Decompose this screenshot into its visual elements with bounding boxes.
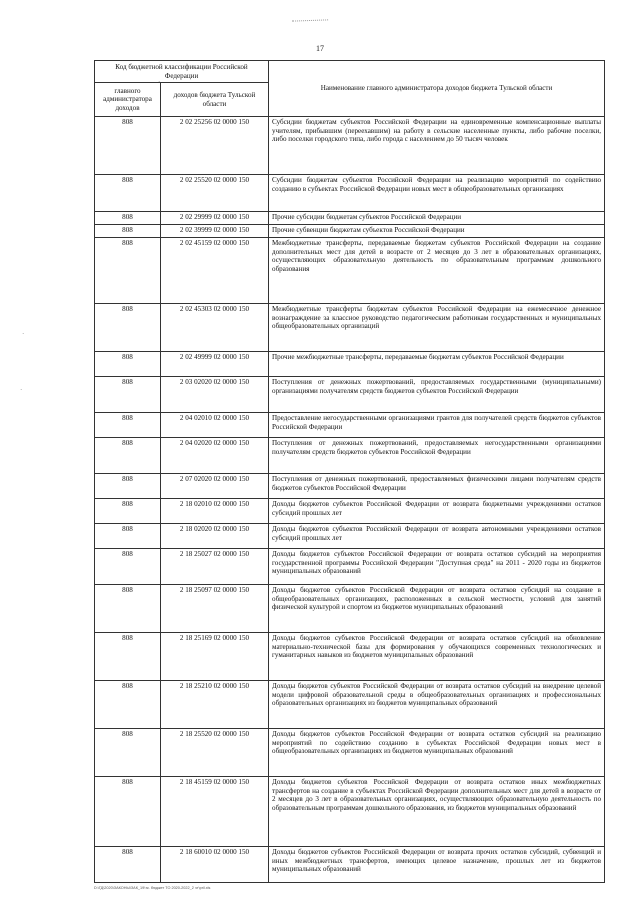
revenue-name-cell: Прочие субсидии бюджетам субъектов Российской Федерации [269,212,605,225]
revenue-code-cell: 2 02 39999 02 0000 150 [161,225,269,238]
table-row [95,413,605,438]
table-row [95,633,605,681]
stray-dot: · [22,330,25,338]
table-row [95,212,605,225]
classification-code-header: Код бюджетной классификации Российской Федерации [95,61,269,83]
table-row [95,175,605,212]
revenue-code-cell: 2 02 25520 02 0000 150 [161,175,269,212]
revenue-code-cell: 2 04 02020 02 0000 150 [161,438,269,474]
revenue-code-cell: 2 18 60010 02 0000 150 [161,847,269,883]
table-row [95,729,605,777]
revenue-code-cell: 2 02 45159 02 0000 150 [161,238,269,304]
revenue-name-cell: Доходы бюджетов субъектов Российской Федерации от возврата прочих остатков субсидий, субвенций и иных межбюджетных трансфертов, имеющих целевое назначение, прошлых лет из бюджетов муниципальных образований [269,847,605,883]
revenue-code-cell: 2 04 02010 02 0000 150 [161,413,269,438]
revenue-code-cell: 2 18 25169 02 0000 150 [161,633,269,681]
file-path-footer: D:\ГД\2020\ЗАКОНЫ\ЗАК_19\тк. бюджет ТО 2020-2022_2 чт\pril.xls [94,886,211,890]
revenue-code-header: доходов бюджета Тульской области [161,83,269,117]
table-row [95,117,605,175]
table-row [95,499,605,524]
revenue-name-cell: Доходы бюджетов субъектов Российской Федерации от возврата остатков субсидий на мероприятия государственной программы Российской Федерации "Доступная среда" на 2011 - 2020 годы из бюджетов муниципальных образований [269,549,605,585]
table-row [95,524,605,549]
admin-code-cell: 808 [95,175,161,212]
table-row [95,847,605,883]
revenue-name-cell: Доходы бюджетов субъектов Российской Федерации от возврата остатков субсидий на обновление материально-технической базы для формирования у обучающихся современных технологических и гуманитарных навыков из бюджетов муниципальных образований [269,633,605,681]
revenue-name-cell: Доходы бюджетов субъектов Российской Федерации от возврата остатков субсидий на создание в общеобразовательных организациях, расположенных в сельской местности, условий для занятий физической культурой и спортом из бюджетов муниципальных образований [269,585,605,633]
stray-dot: · [20,386,23,394]
table-row [95,225,605,238]
admin-name-header: Наименование главного администратора доходов бюджета Тульской области [269,61,605,117]
revenue-code-cell: 2 18 25210 02 0000 150 [161,681,269,729]
chief-admin-header: главного администратора доходов [95,83,161,117]
table-row [95,304,605,352]
revenue-code-cell: 2 18 45159 02 0000 150 [161,777,269,847]
revenue-code-cell: 2 07 02020 02 0000 150 [161,474,269,499]
scan-artifact-mark [292,13,328,21]
revenue-name-cell: Субсидии бюджетам субъектов Российской Федерации на реализацию мероприятий по содействию созданию в субъектах Российской Федерации новых мест в общеобразовательных организациях [269,175,605,212]
page-number: 17 [316,44,324,53]
admin-code-cell: 808 [95,499,161,524]
table-row [95,377,605,413]
revenue-name-cell: Доходы бюджетов субъектов Российской Федерации от возврата остатков иных межбюджетных трансфертов на создание в субъектах Российской Федерации дополнительных мест для детей в возрасте от 2 месяцев до 3 лет в образовательных организациях, осуществляющих образовательную деятельность по образовательным программам дошкольного образования, из бюджетов муниципальных образований [269,777,605,847]
revenue-name-cell: Поступления от денежных пожертвований, предоставляемых физическими лицами получателям средств бюджетов субъектов Российской Федерации [269,474,605,499]
admin-code-cell: 808 [95,377,161,413]
table-row [95,681,605,729]
revenue-name-cell: Доходы бюджетов субъектов Российской Федерации от возврата остатков субсидий на реализацию мероприятий по содействию созданию в субъектах Российской Федерации новых мест в общеобразовательных организациях из бюджетов муниципальных образований [269,729,605,777]
revenue-name-cell: Межбюджетные трансферты бюджетам субъектов Российской Федерации на ежемесячное денежное вознаграждение за классное руководство педагогическим работникам государственных и муниципальных общеобразовательных организаций [269,304,605,352]
revenue-classification-table [94,60,605,883]
admin-code-cell: 808 [95,438,161,474]
admin-code-cell: 808 [95,304,161,352]
revenue-code-cell: 2 02 25256 02 0000 150 [161,117,269,175]
admin-code-cell: 808 [95,212,161,225]
revenue-code-cell: 2 18 25097 02 0000 150 [161,585,269,633]
revenue-code-cell: 2 02 45303 02 0000 150 [161,304,269,352]
table-row [95,438,605,474]
table-row [95,238,605,304]
revenue-name-cell: Субсидии бюджетам субъектов Российской Федерации на единовременные компенсационные выплаты учителям, прибывшим (переехавшим) на работу в сельские населенные пункты, либо рабочие поселки, либо поселки городского типа, либо города с населением до 50 тысяч человек [269,117,605,175]
revenue-code-cell: 2 18 25027 02 0000 150 [161,549,269,585]
admin-code-cell: 808 [95,225,161,238]
admin-code-cell: 808 [95,847,161,883]
stray-dot: · [158,78,161,86]
revenue-code-cell: 2 18 02010 02 0000 150 [161,499,269,524]
table-row [95,585,605,633]
revenue-name-cell: Доходы бюджетов субъектов Российской Федерации от возврата бюджетными учреждениями остатков субсидий прошлых лет [269,499,605,524]
table-row [95,352,605,377]
table-row [95,474,605,499]
admin-code-cell: 808 [95,585,161,633]
table-row [95,777,605,847]
revenue-code-cell: 2 18 02020 02 0000 150 [161,524,269,549]
admin-code-cell: 808 [95,117,161,175]
admin-code-cell: 808 [95,524,161,549]
admin-code-cell: 808 [95,633,161,681]
admin-code-cell: 808 [95,681,161,729]
table-row [95,549,605,585]
admin-code-cell: 808 [95,777,161,847]
admin-code-cell: 808 [95,352,161,377]
admin-code-cell: 808 [95,729,161,777]
revenue-name-cell: Прочие субвенции бюджетам субъектов Российской Федерации [269,225,605,238]
revenue-code-cell: 2 03 02020 02 0000 150 [161,377,269,413]
revenue-name-cell: Предоставление негосударственными организациями грантов для получателей средств бюджетов субъектов Российской Федерации [269,413,605,438]
revenue-name-cell: Доходы бюджетов субъектов Российской Федерации от возврата автономными учреждениями остатков субсидий прошлых лет [269,524,605,549]
admin-code-cell: 808 [95,549,161,585]
revenue-code-cell: 2 02 29999 02 0000 150 [161,212,269,225]
admin-code-cell: 808 [95,413,161,438]
admin-code-cell: 808 [95,474,161,499]
revenue-name-cell: Прочие межбюджетные трансферты, передаваемые бюджетам субъектов Российской Федерации [269,352,605,377]
revenue-name-cell: Межбюджетные трансферты, передаваемые бюджетам субъектов Российской Федерации на создание дополнительных мест для детей в возрасте от 2 месяцев до 3 лет в образовательных организациях, осуществляющих образовательную деятельность по образовательным программам дошкольного образования [269,238,605,304]
revenue-name-cell: Поступления от денежных пожертвований, предоставляемых негосударственными организациями получателям средств бюджетов субъектов Российской Федерации [269,438,605,474]
revenue-code-cell: 2 18 25520 02 0000 150 [161,729,269,777]
admin-code-cell: 808 [95,238,161,304]
revenue-name-cell: Поступления от денежных пожертвований, предоставляемых государственными (муниципальными) организациями получателям средств бюджетов субъектов Российской Федерации [269,377,605,413]
revenue-code-cell: 2 02 49999 02 0000 150 [161,352,269,377]
revenue-name-cell: Доходы бюджетов субъектов Российской Федерации от возврата остатков субсидий на внедрение целевой модели цифровой образовательной среды в общеобразовательных организациях и профессиональных образовательных организациях из бюджетов муниципальных образований [269,681,605,729]
